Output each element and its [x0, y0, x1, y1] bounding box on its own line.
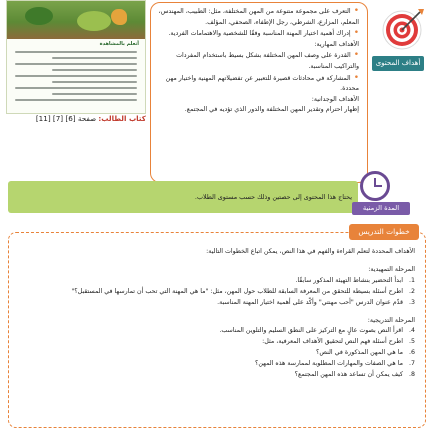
list-item: 3. قدّم عنوان الدرس "أحب مهنتي" وأكّد على أهمية اختيار المهنة المناسبة. — [217, 298, 415, 306]
teaching-steps-content — [19, 247, 415, 381]
time-text: يحتاج هذا المحتوى إلى حصتين وذلك حسب مستوى الطلاب. — [8, 181, 358, 213]
steps-intro: الأهداف المحددة لتعلم القراءة والفهم في هذا النص، يمكن اتباع الخطوات التالية: — [206, 248, 415, 255]
phase1-list — [19, 276, 415, 309]
list-item: 4. اقرأ النص بصوت عالٍ مع التركيز على النطق السليم والتلوين المناسب. — [219, 327, 415, 335]
thumbnail-tag: أتعلم بالمشاهدة — [99, 41, 139, 47]
thumbnail-photo — [7, 1, 145, 39]
objective-item: • التعرف على مجموعة متنوعة من المهن المختلفة، مثل: الطبيب، المهندس، المعلم، المزارع، الشرطي، رجل الإطفاء، الصحفي، المؤلف. — [157, 6, 359, 28]
clock-icon — [360, 171, 390, 201]
phase2-heading: المرحلة التدريجية: — [367, 316, 415, 324]
skill-item: • المشاركة في محادثات قصيرة للتعبير عن تفضيلاتهم المهنية واختيار مهن محددة. — [157, 73, 359, 95]
list-item: 8. كيف يمكن أن تساعد هذه المهن المجتمع؟ — [294, 371, 415, 379]
skill-item: • القدرة على وصف المهن المختلفة بشكل بسيط باستخدام المفردات والتراكيب المناسبة. — [157, 50, 359, 72]
teaching-steps-box — [8, 227, 426, 428]
list-item: 5. اطرح أسئلة فهم النص لتحقيق الأهداف المعرفية، مثل: — [262, 338, 415, 346]
teaching-steps-label: خطوات التدريس — [349, 224, 419, 240]
time-section — [0, 171, 430, 221]
target-icon — [380, 6, 426, 52]
emotional-heading: الأهداف الوجدانية: — [311, 95, 359, 103]
skills-heading: الأهداف المهارية: — [314, 40, 359, 48]
list-item: 6. ما هي المهن المذكورة في النص؟ — [316, 349, 415, 357]
time-label: المدة الزمنية — [352, 202, 410, 215]
emotional-text: إظهار احترام وتقدير المهن المختلفة والدور الذي تؤديه في المجتمع. — [184, 106, 359, 114]
thumbnail-text-lines — [15, 51, 137, 105]
book-reference — [6, 114, 146, 123]
textbook-thumbnail — [6, 0, 146, 114]
book-reference-label: كتاب الطالب: — [98, 114, 146, 123]
book-reference-pages: صفحة [6] [7] [11] — [35, 114, 97, 123]
objectives-box — [150, 2, 368, 183]
list-item: 2. اطرح أسئلة بسيطة للتحقق من المعرفة السابقة للطلاب حول المهن، مثل: "ما هي المهنة التي تحب أن تمارسها في المستقبل؟" — [71, 287, 415, 295]
list-item: 1. ابدأ التحضير بنشاط التهيئة المذكور سابقًا. — [295, 276, 415, 284]
phase2-list — [19, 326, 415, 381]
objective-item: • إدراك أهمية اختيار المهنة المناسبة وفقًا للشخصية والاهتمامات الفردية. — [157, 28, 359, 40]
objectives-label: أهداف المحتوى — [372, 56, 424, 71]
list-item: 7. ما هي الصفات والمهارات المطلوبة لممارسة هذه المهن؟ — [255, 360, 415, 368]
phase1-heading: المرحلة التمهيدية: — [368, 265, 415, 273]
